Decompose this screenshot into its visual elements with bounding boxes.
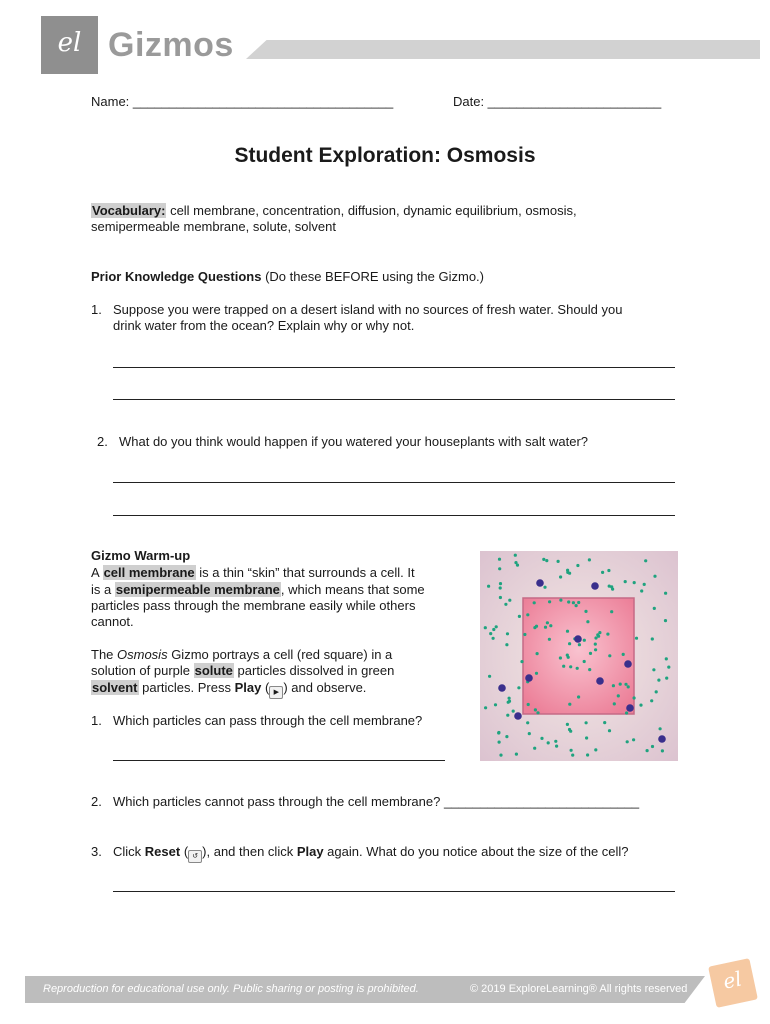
solvent-particle xyxy=(646,749,649,752)
solvent-particle xyxy=(487,585,490,588)
vocabulary-label: Vocabulary: xyxy=(92,203,166,218)
solvent-particle xyxy=(655,690,658,693)
solvent-particle xyxy=(549,624,552,627)
solvent-particle xyxy=(622,653,625,656)
warmup-p2-line-1: The Osmosis Gizmo portrays a cell (red square) in a xyxy=(91,647,393,662)
solvent-particle xyxy=(492,637,495,640)
solvent-particle xyxy=(499,586,502,589)
solvent-particle xyxy=(540,737,543,740)
simulation-svg xyxy=(480,551,678,761)
solvent-particle xyxy=(665,677,668,680)
solvent-particle xyxy=(594,748,597,751)
solvent-particle xyxy=(567,600,570,603)
solute-particle xyxy=(525,674,533,682)
solvent-particle xyxy=(484,706,487,709)
solute-particle xyxy=(536,579,544,587)
solvent-particle xyxy=(576,564,579,567)
prior-q1-line-1: Suppose you were trapped on a desert island with no sources of fresh water. Should you xyxy=(113,302,623,317)
solvent-particle xyxy=(664,592,667,595)
solvent-particle xyxy=(566,571,569,574)
solvent-particle xyxy=(586,620,589,623)
solute-particle xyxy=(624,660,632,668)
solvent-particle xyxy=(566,723,569,726)
gizmo-name: Osmosis xyxy=(117,647,168,662)
prior-heading-text: Prior Knowledge Questions xyxy=(91,269,262,284)
solvent-particle xyxy=(544,626,547,629)
vocabulary-terms-1: cell membrane, concentration, diffusion, dynamic equilibrium, osmosis, xyxy=(166,203,577,218)
warmup-p1-line-4: cannot. xyxy=(91,614,134,629)
solvent-particle xyxy=(578,643,581,646)
solvent-particle xyxy=(639,704,642,707)
solvent-particle xyxy=(661,749,664,752)
solvent-particle xyxy=(644,559,647,562)
answer-line-warmup-q3[interactable] xyxy=(113,891,675,892)
term-solute: solute xyxy=(194,663,233,678)
solvent-particle xyxy=(601,571,604,574)
solvent-particle xyxy=(568,642,571,645)
solute-particle xyxy=(596,677,604,685)
vocabulary-line-2: semipermeable membrane, solute, solvent xyxy=(91,219,336,234)
solvent-particle xyxy=(526,613,529,616)
solvent-particle xyxy=(495,625,498,628)
solvent-particle xyxy=(586,753,589,756)
osmosis-simulation-image xyxy=(480,551,678,761)
solvent-particle xyxy=(657,679,660,682)
solvent-particle xyxy=(627,685,630,688)
solvent-particle xyxy=(610,610,613,613)
warmup-q3-text: Click Reset ( ↺ ), and then click Play again. What do you notice about the size of the cell? xyxy=(113,844,629,863)
solvent-particle xyxy=(484,626,487,629)
solute-particle xyxy=(658,735,666,743)
solvent-particle xyxy=(625,711,628,714)
solvent-particle xyxy=(518,615,521,618)
term-cell-membrane: cell membrane xyxy=(103,565,195,580)
gizmos-logo: el xyxy=(41,16,98,74)
answer-line-prior-q1-a[interactable] xyxy=(113,367,675,368)
solvent-particle xyxy=(608,654,611,657)
solute-particle xyxy=(514,712,522,720)
solvent-particle xyxy=(624,580,627,583)
solvent-particle xyxy=(536,652,539,655)
solvent-particle xyxy=(559,575,562,578)
warmup-q1-text: Which particles can pass through the cell membrane? xyxy=(113,713,423,728)
warmup-q2-text: Which particles cannot pass through the cell membrane? ___________________________ xyxy=(113,794,640,809)
solvent-particle xyxy=(566,630,569,633)
prior-note: (Do these BEFORE using the Gizmo.) xyxy=(261,269,484,284)
solvent-particle xyxy=(585,721,588,724)
solvent-particle xyxy=(588,558,591,561)
solvent-particle xyxy=(608,585,611,588)
answer-line-prior-q2-b[interactable] xyxy=(113,515,675,516)
solvent-particle xyxy=(506,632,509,635)
solute-particle xyxy=(498,684,506,692)
vocabulary-line-1 xyxy=(91,203,577,219)
prior-q1-number: 1. xyxy=(91,302,102,317)
solvent-particle xyxy=(546,621,549,624)
solvent-particle xyxy=(568,728,571,731)
solvent-particle xyxy=(594,648,597,651)
solvent-particle xyxy=(598,631,601,634)
solvent-particle xyxy=(624,683,627,686)
solvent-particle xyxy=(508,697,511,700)
solvent-particle xyxy=(535,625,538,628)
solvent-particle xyxy=(569,665,572,668)
solute-particle xyxy=(574,635,582,643)
solvent-particle xyxy=(559,656,562,659)
solute-particle xyxy=(591,582,599,590)
solvent-particle xyxy=(559,599,562,602)
solvent-particle xyxy=(554,740,557,743)
warmup-heading: Gizmo Warm-up xyxy=(91,548,191,563)
solvent-particle xyxy=(635,637,638,640)
solvent-particle xyxy=(488,675,491,678)
solvent-particle xyxy=(499,596,502,599)
solvent-particle xyxy=(653,607,656,610)
answer-line-warmup-q1[interactable] xyxy=(113,760,445,761)
solvent-particle xyxy=(533,747,536,750)
solvent-particle xyxy=(527,703,530,706)
solvent-particle xyxy=(498,567,501,570)
solvent-particle xyxy=(583,660,586,663)
brand-name: Gizmos xyxy=(108,26,234,64)
solvent-particle xyxy=(594,643,597,646)
warmup-p1-line-3: particles pass through the membrane easily while others xyxy=(91,598,416,613)
solvent-particle xyxy=(535,672,538,675)
solvent-particle xyxy=(514,561,517,564)
name-field[interactable]: Name: ____________________________________ xyxy=(91,94,394,109)
page-title: Student Exploration: Osmosis xyxy=(234,144,536,167)
solvent-particle xyxy=(508,700,511,703)
solvent-particle xyxy=(515,753,518,756)
warmup-q2-number: 2. xyxy=(91,794,102,809)
solvent-particle xyxy=(523,633,526,636)
solvent-particle xyxy=(640,589,643,592)
solvent-particle xyxy=(534,708,537,711)
solvent-particle xyxy=(607,569,610,572)
warmup-p2-line-3: solvent particles. Press Play ( ▶ ) and observe. xyxy=(91,680,366,699)
solvent-particle xyxy=(653,575,656,578)
solvent-particle xyxy=(499,582,502,585)
solvent-particle xyxy=(584,610,587,613)
prior-q1-line-2: drink water from the ocean? Explain why or why not. xyxy=(113,318,415,333)
solvent-particle xyxy=(506,714,509,717)
warmup-q3-number: 3. xyxy=(91,844,102,859)
solvent-particle xyxy=(545,559,548,562)
term-semipermeable-membrane: semipermeable membrane xyxy=(115,582,280,597)
footer-notice: Reproduction for educational use only. Public sharing or posting is prohibited. xyxy=(43,983,419,995)
prior-q2-number: 2. xyxy=(97,434,108,449)
solvent-particle xyxy=(583,639,586,642)
solvent-particle xyxy=(542,558,545,561)
solvent-particle xyxy=(650,699,653,702)
solvent-particle xyxy=(577,601,580,604)
solvent-particle xyxy=(547,741,550,744)
warmup-p1-line-2: is a semipermeable membrane, which means that some xyxy=(91,582,425,597)
solvent-particle xyxy=(492,628,495,631)
solvent-particle xyxy=(613,702,616,705)
reset-icon: ↺ xyxy=(188,850,202,863)
solvent-particle xyxy=(543,586,546,589)
solvent-particle xyxy=(489,632,492,635)
warmup-p1-line-1: A cell membrane is a thin “skin” that surrounds a cell. It xyxy=(91,565,415,580)
solvent-particle xyxy=(555,745,558,748)
answer-line-prior-q2-a[interactable] xyxy=(113,482,675,483)
solvent-particle xyxy=(577,695,580,698)
solvent-particle xyxy=(659,727,662,730)
solvent-particle xyxy=(548,600,551,603)
solvent-particle xyxy=(664,619,667,622)
solvent-particle xyxy=(566,654,569,657)
solvent-particle xyxy=(568,703,571,706)
solvent-particle xyxy=(632,738,635,741)
solvent-particle xyxy=(517,686,520,689)
solvent-particle xyxy=(570,749,573,752)
solvent-particle xyxy=(505,735,508,738)
solvent-particle xyxy=(572,601,575,604)
warmup-q1-number: 1. xyxy=(91,713,102,728)
solvent-particle xyxy=(588,668,591,671)
warmup-p2-line-2: solution of purple solute particles dissolved in green xyxy=(91,663,395,678)
solvent-particle xyxy=(633,581,636,584)
answer-line-prior-q1-b[interactable] xyxy=(113,399,675,400)
solvent-particle xyxy=(626,740,629,743)
solvent-particle xyxy=(498,558,501,561)
play-icon: ▶ xyxy=(269,686,283,699)
solvent-particle xyxy=(651,745,654,748)
prior-knowledge-heading xyxy=(91,269,484,285)
solvent-particle xyxy=(494,703,497,706)
solvent-particle xyxy=(499,754,502,757)
solvent-particle xyxy=(619,683,622,686)
solvent-particle xyxy=(536,711,539,714)
solvent-particle xyxy=(512,710,515,713)
solvent-particle xyxy=(665,657,668,660)
solvent-particle xyxy=(611,588,614,591)
solvent-particle xyxy=(548,638,551,641)
solvent-particle xyxy=(557,560,560,563)
footer-copyright: © 2019 ExploreLearning® All rights reserved xyxy=(470,983,688,995)
solvent-particle xyxy=(508,599,511,602)
solvent-particle xyxy=(575,604,578,607)
solvent-particle xyxy=(633,696,636,699)
solvent-particle xyxy=(589,652,592,655)
explorelearning-logo: el xyxy=(708,958,758,1008)
solvent-particle xyxy=(612,684,615,687)
solvent-particle xyxy=(562,665,565,668)
solvent-particle xyxy=(497,731,500,734)
solvent-particle xyxy=(603,721,606,724)
solvent-particle xyxy=(533,601,536,604)
solvent-particle xyxy=(643,583,646,586)
solvent-particle xyxy=(608,729,611,732)
solvent-particle xyxy=(504,603,507,606)
term-solvent: solvent xyxy=(92,680,138,695)
prior-q2-text: What do you think would happen if you watered your houseplants with salt water? xyxy=(119,434,588,449)
solvent-particle xyxy=(498,741,501,744)
solvent-particle xyxy=(617,694,620,697)
solute-particle xyxy=(626,704,634,712)
solvent-particle xyxy=(594,636,597,639)
solvent-particle xyxy=(505,643,508,646)
solvent-particle xyxy=(667,666,670,669)
solvent-particle xyxy=(520,660,523,663)
solvent-particle xyxy=(651,637,654,640)
date-field[interactable]: Date: ________________________ xyxy=(453,94,662,109)
solvent-particle xyxy=(571,754,574,757)
solvent-particle xyxy=(576,667,579,670)
solvent-particle xyxy=(526,721,529,724)
solvent-particle xyxy=(606,633,609,636)
solvent-particle xyxy=(514,554,517,557)
header-bar xyxy=(246,40,760,59)
solvent-particle xyxy=(652,668,655,671)
solvent-particle xyxy=(585,736,588,739)
solvent-particle xyxy=(528,732,531,735)
